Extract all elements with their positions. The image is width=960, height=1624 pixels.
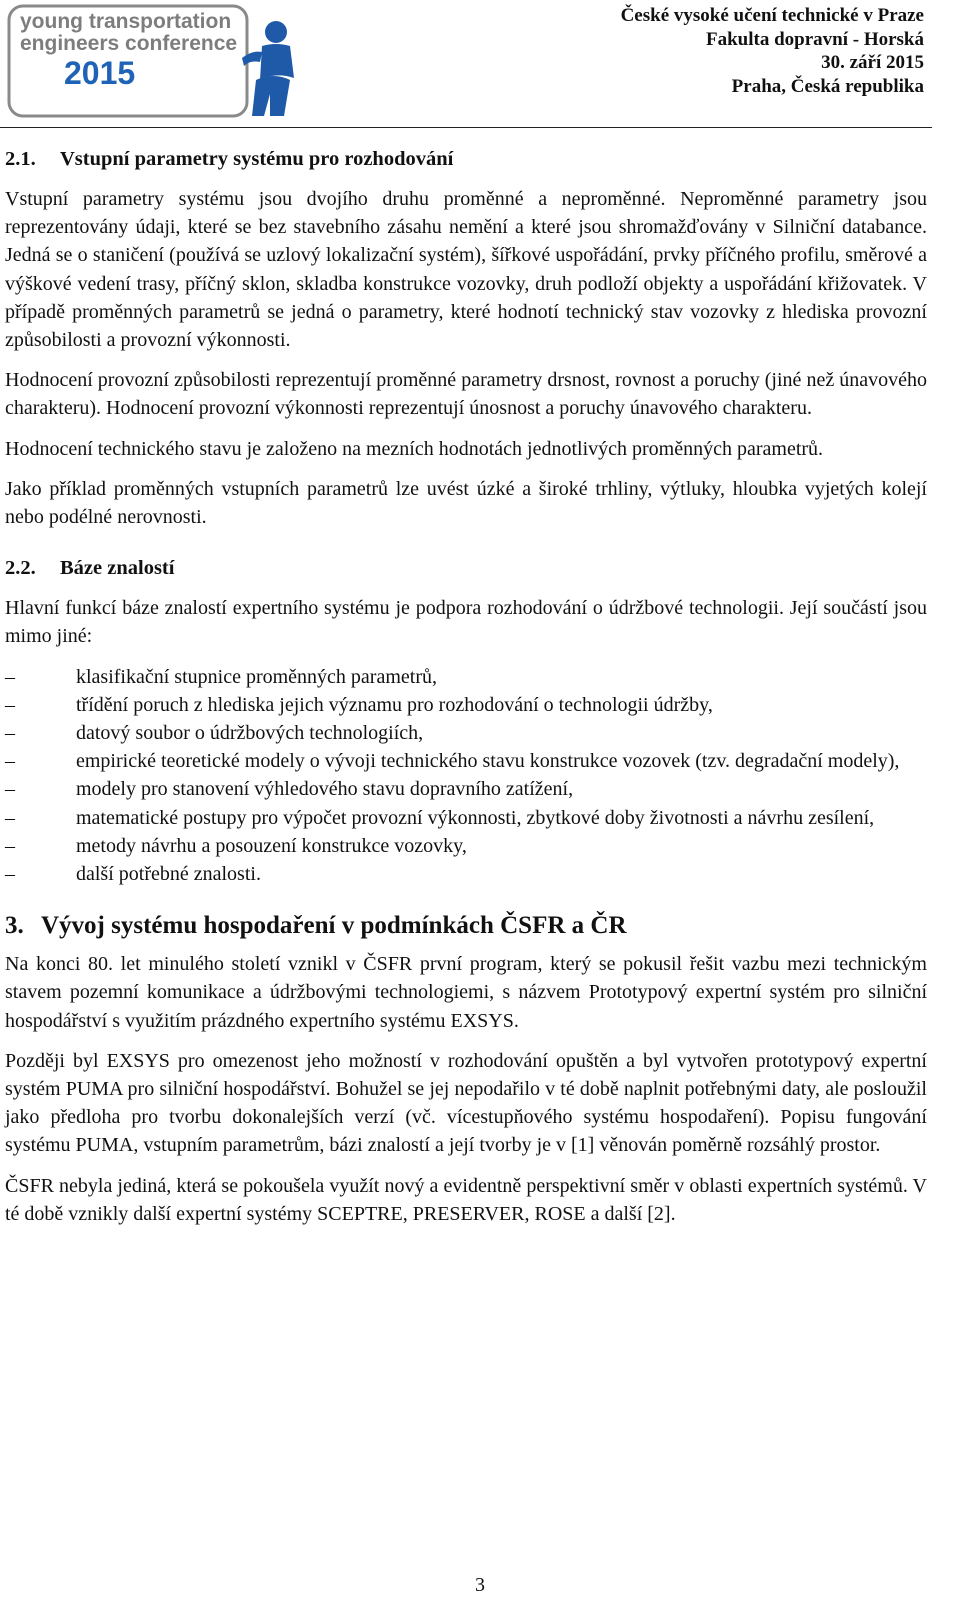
section-heading-2-2	[5, 554, 927, 582]
list-item	[5, 719, 927, 747]
knowledge-base-list	[5, 663, 927, 889]
dash-bullet: –	[5, 665, 15, 688]
list-item	[5, 747, 927, 775]
list-item-text: třídění poruch z hlediska jejich významu pro rozhodování o technologii údržby,	[76, 693, 713, 716]
logo-line1: young transportation	[20, 10, 232, 33]
paragraph: Hlavní funkcí báze znalostí expertního systému je podpora rozhodování o údržbové technologii. Její součástí jsou mimo jiné:	[5, 597, 927, 648]
section-number: 2.1.	[5, 148, 36, 170]
paragraph: Hodnocení provozní způsobilosti reprezentují proměnné parametry drsnost, rovnost a poruchy (jiné než únavového charakteru). Hodnocení provozní výkonnosti reprezentují únosnost a poruchy únavového charakteru.	[5, 369, 927, 420]
person-figure-icon	[242, 21, 294, 116]
list-item-text: metody návrhu a posouzení konstrukce vozovky,	[76, 834, 467, 857]
section-heading-3	[5, 910, 927, 942]
dash-bullet: –	[5, 750, 15, 773]
dash-bullet: –	[5, 693, 15, 716]
logo-year: 2015	[64, 55, 136, 91]
institution-line: České vysoké učení technické v Praze	[620, 5, 924, 26]
list-item	[5, 832, 927, 860]
list-item-text: matematické postupy pro výpočet provozní výkonnosti, zbytkové doby životnosti a návrhu zesílení,	[76, 806, 875, 829]
paragraph: Později byl EXSYS pro omezenost jeho možností v rozhodování opuštěn a byl vytvořen prototypový expertní systém PUMA pro silniční hospodářství. Bohužel se jej nepodařilo v té době naplnit potřebnými daty, ale posloužil jako předloha pro tvorbu dokonalejších verzí (vč. vícestupňového systému hospodaření). Popisu fungování systému PUMA, vstupním parametrům, bázi znalostí a její tvorby je v [1] věnován poměrně rozsáhlý prostor.	[5, 1049, 927, 1157]
list-item	[5, 860, 927, 888]
page-content	[5, 145, 927, 1228]
dash-bullet: –	[5, 806, 15, 829]
paragraph: Vstupní parametry systému jsou dvojího druhu proměnné a neproměnné. Neproměnné parametry jsou reprezentovány údaji, které se bez stavebního zásahu nemění a které jsou shromažďovány v Silniční databance. Jedná se o staničení (používá se uzlový lokalizační systém), šířkové uspořádání, prvky příčného profilu, směrové a výškové vedení trasy, příčný sklon, skladba konstrukce vozovky, druh podloží objekty a uspořádání křižovatek. V případě proměnných parametrů se jedná o parametry, které hodnotí technický stav vozovky z hlediska provozní způsobilosti a provozní výkonnosti.	[5, 188, 927, 352]
conference-logo	[6, 2, 306, 120]
paragraph: Hodnocení technického stavu je založeno na mezních hodnotách jednotlivých proměnných parametrů.	[5, 437, 824, 460]
institution-line: Praha, Česká republika	[731, 75, 924, 97]
institution-line: Fakulta dopravní - Horská	[705, 28, 924, 50]
list-item-text: modely pro stanovení výhledového stavu dopravního zatížení,	[76, 778, 574, 801]
list-item-text: další potřebné znalosti.	[76, 863, 261, 886]
dash-bullet: –	[5, 834, 15, 857]
list-item	[5, 663, 927, 691]
logo-line2: engineers conference	[20, 32, 238, 55]
institution-line: 30. září 2015	[821, 52, 924, 73]
paragraph: ČSFR nebyla jediná, která se pokoušela využít nový a evidentně perspektivní směr v oblasti expertních systémů. V té době vznikly další expertní systémy SCEPTRE, PRESERVER, ROSE a další [2].	[5, 1174, 927, 1225]
list-item-text: klasifikační stupnice proměnných parametrů,	[76, 665, 437, 688]
section-title: Vývoj systému hospodaření v podmínkách ČSFR a ČR	[41, 912, 627, 940]
section-title: Báze znalostí	[60, 557, 175, 580]
page-number: 3	[475, 1574, 485, 1596]
list-item	[5, 691, 927, 719]
section-title: Vstupní parametry systému pro rozhodování	[60, 148, 454, 170]
section-heading-2-1	[5, 145, 927, 173]
dash-bullet: –	[5, 778, 15, 801]
paragraph: Na konci 80. let minulého století vznikl v ČSFR první program, který se pokusil řešit vazbu mezi technickým stavem pozemní komunikace a údržbovými technologiemi, s názvem Prototypový expertní systém pro silniční hospodářství s využitím prázdného expertního systému EXSYS.	[5, 953, 927, 1032]
dash-bullet: –	[5, 863, 15, 886]
paragraph: Jako příklad proměnných vstupních parametrů lze uvést úzké a široké trhliny, výtluky, hloubka vyjetých kolejí nebo podélné nerovnosti.	[5, 477, 927, 529]
list-item-text: empirické teoretické modely o vývoji technického stavu konstrukce vozovek (tzv. degradační modely),	[76, 750, 900, 773]
list-item-text: datový soubor o údržbových technologiích,	[76, 722, 424, 745]
list-item	[5, 804, 927, 832]
section-number: 2.2.	[5, 557, 36, 580]
section-number: 3.	[5, 912, 24, 940]
header-divider	[0, 127, 932, 128]
list-item	[5, 775, 927, 803]
dash-bullet: –	[5, 722, 15, 745]
institution-block	[621, 4, 924, 98]
